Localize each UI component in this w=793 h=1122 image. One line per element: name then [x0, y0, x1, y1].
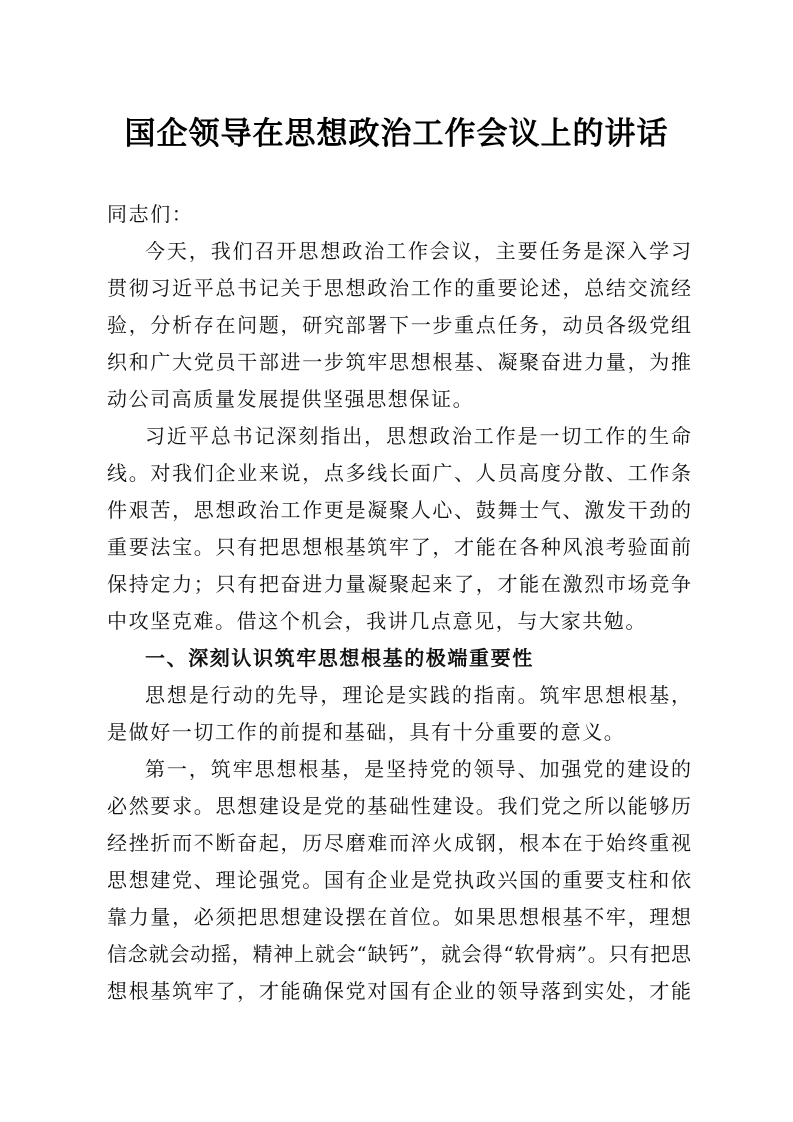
paragraph — [107, 751, 691, 1010]
paragraphs — [107, 233, 691, 1010]
text-line: 今天，我们召开思想政治工作会议，主要任务是深入学习 — [145, 239, 691, 263]
text-line: 经挫折而不断奋起，历尽磨难而淬火成钢，根本在于始终重视 — [107, 831, 691, 855]
paragraph — [107, 677, 691, 751]
document-body — [107, 196, 691, 1010]
paragraph — [107, 418, 691, 640]
text-line: 信念就会动摇，精神上就会“缺钙”，就会得“软骨病”。只有把思 — [107, 942, 691, 966]
text-line: 线。对我们企业来说，点多线长面广、人员高度分散、工作条 — [107, 461, 691, 485]
text-line: 贯彻习近平总书记关于思想政治工作的重要论述，总结交流经 — [107, 276, 691, 300]
text-line: 必然要求。思想建设是党的基础性建设。我们党之所以能够历 — [107, 794, 691, 818]
text-line: 验，分析存在问题，研究部署下一步重点任务，动员各级党组 — [107, 313, 691, 337]
text-line: 想根基筑牢了，才能确保党对国有企业的领导落到实处，才能 — [107, 979, 691, 1003]
text-line: 第一，筑牢思想根基，是坚持党的领导、加强党的建设的 — [145, 757, 691, 781]
text-line: 动公司高质量发展提供坚强思想保证。 — [107, 387, 475, 411]
document-title: 国企领导在思想政治工作会议上的讲话 — [124, 116, 669, 152]
section-heading — [107, 640, 691, 677]
paragraph — [107, 233, 691, 418]
text-line: 思想是行动的先导，理论是实践的指南。筑牢思想根基， — [145, 683, 691, 707]
text-line: 重要法宝。只有把思想根基筑牢了，才能在各种风浪考验面前 — [107, 535, 691, 559]
text-line: 习近平总书记深刻指出，思想政治工作是一切工作的生命 — [145, 424, 691, 448]
text-line: 织和广大党员干部进一步筑牢思想根基、凝聚奋进力量，为推 — [107, 350, 691, 374]
text-line: 保持定力；只有把奋进力量凝聚起来了，才能在激烈市场竞争 — [107, 572, 691, 596]
text-line: 一、深刻认识筑牢思想根基的极端重要性 — [145, 646, 534, 670]
text-line: 思想建党、理论强党。国有企业是党执政兴国的重要支柱和依 — [107, 868, 691, 892]
text-line: 是做好一切工作的前提和基础，具有十分重要的意义。 — [107, 720, 626, 744]
text-line: 件艰苦，思想政治工作更是凝聚人心、鼓舞士气、激发干劲的 — [107, 498, 691, 522]
greeting: 同志们： — [107, 202, 194, 226]
text-line: 靠力量，必须把思想建设摆在首位。如果思想根基不牢，理想 — [107, 905, 691, 929]
text-line: 中攻坚克难。借这个机会，我讲几点意见，与大家共勉。 — [107, 609, 647, 633]
